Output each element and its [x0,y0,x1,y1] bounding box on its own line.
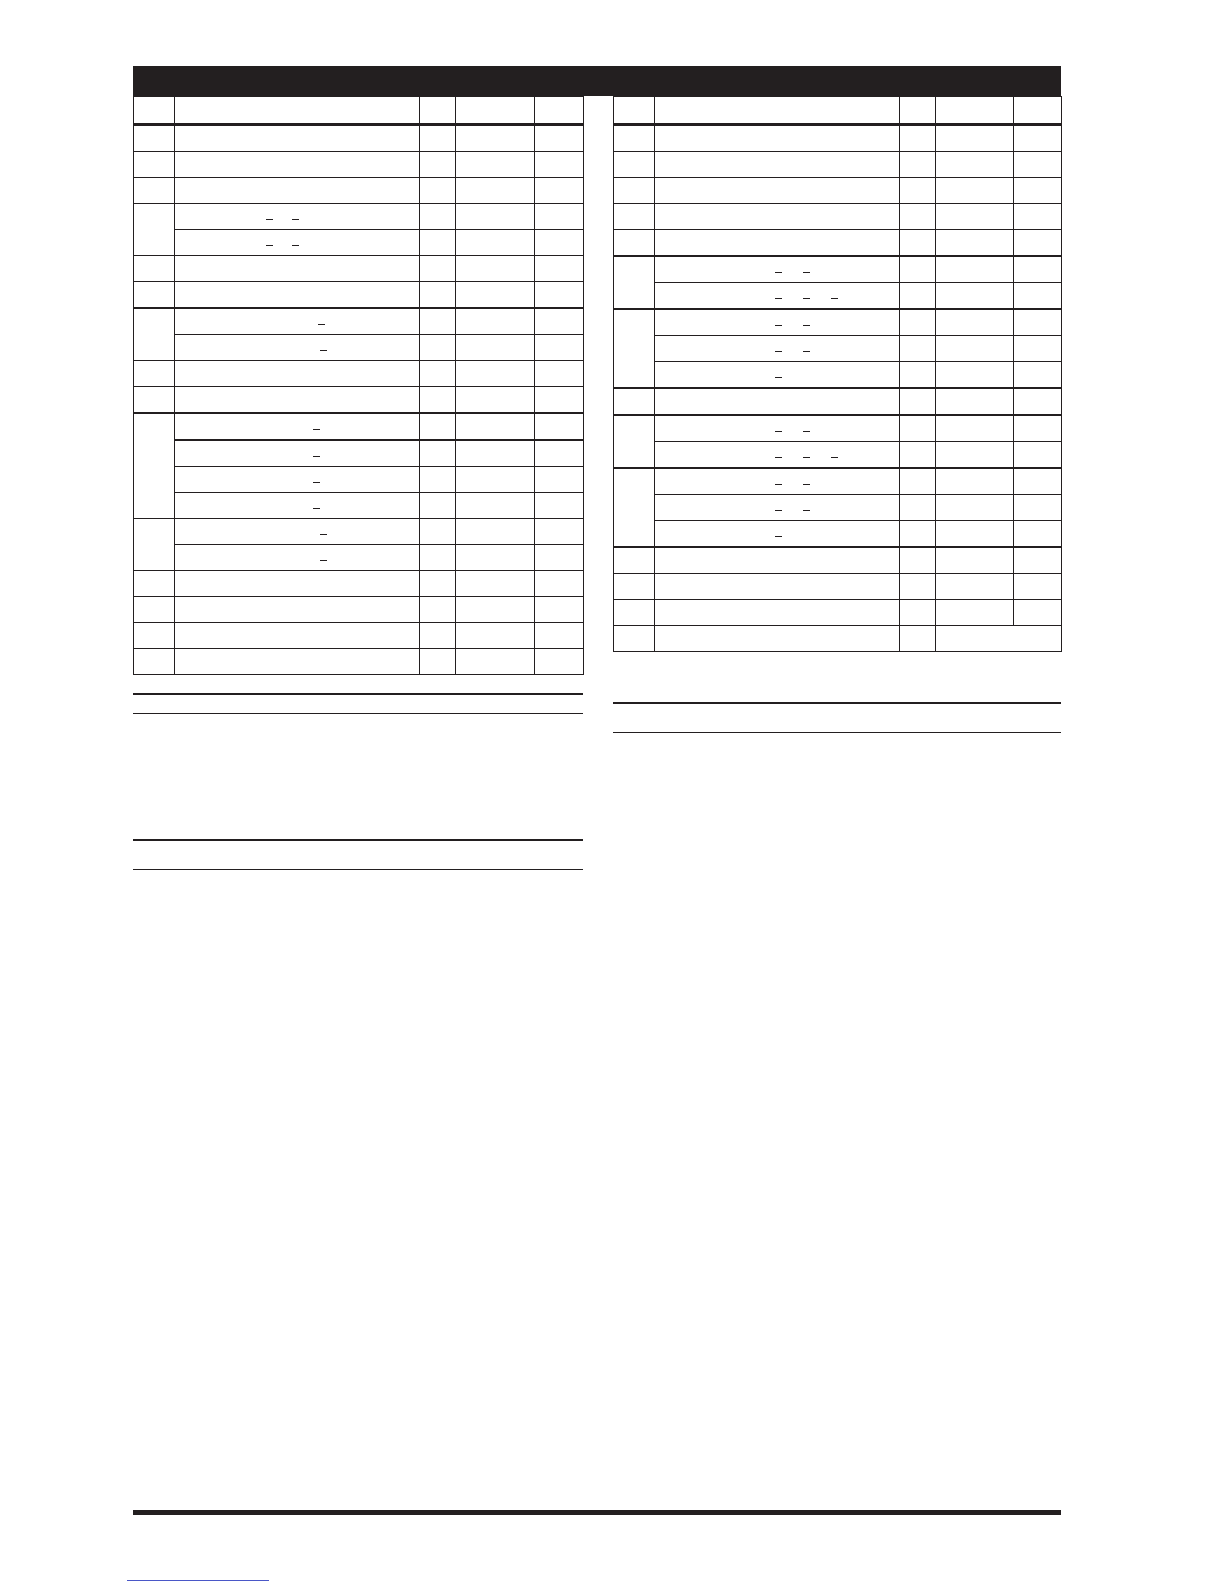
table-row [614,230,1062,257]
section-rule [613,732,1061,733]
header-cell [936,97,1014,125]
table-row [614,152,1062,178]
section-title-bar [133,66,1061,96]
table-row [614,362,1062,389]
table-row [614,204,1062,230]
table-row [134,361,584,387]
table-row [614,388,1062,415]
table-row [134,597,584,623]
header-cell [420,97,456,125]
table-row [134,623,584,649]
table-row [134,413,584,440]
table-row [614,125,1062,152]
table-row [614,442,1062,469]
table-row [614,521,1062,548]
table-row [134,204,584,230]
table-row [134,493,584,519]
table-row [134,282,584,309]
section-rule [133,869,583,870]
header-cell [1014,97,1062,125]
left-table [133,96,584,675]
table-row [614,336,1062,362]
section-rule [133,693,583,695]
table-row [134,571,584,597]
table-row [614,626,1062,652]
header-cell [456,97,535,125]
table-row [614,574,1062,600]
table-row [614,600,1062,626]
table-row [614,256,1062,283]
table-row [134,230,584,256]
section-rule [613,702,1061,704]
table-row [134,178,584,204]
table-row [614,495,1062,521]
right-table [613,96,1062,652]
table-row [134,152,584,178]
section-rule [133,839,583,841]
table-row [134,467,584,493]
table-row [614,415,1062,442]
section-rule [133,713,583,714]
table-header-row [614,97,1062,125]
table-row [134,649,584,675]
table-row [614,547,1062,574]
table-row [614,178,1062,204]
page-link-underline[interactable] [127,1580,269,1581]
table-row [134,335,584,361]
header-cell [614,97,655,125]
header-cell [655,97,900,125]
table-row [134,440,584,467]
table-row [134,125,584,152]
table-row [134,308,584,335]
table-row [614,468,1062,495]
header-cell [535,97,584,125]
header-cell [900,97,936,125]
table-row [614,283,1062,310]
table-row [134,256,584,282]
table-row [134,545,584,571]
table-header-row [134,97,584,125]
table-row [614,309,1062,336]
header-cell [175,97,420,125]
table-row [134,519,584,545]
table-row [134,387,584,414]
header-cell [134,97,175,125]
footer-rule [133,1510,1061,1515]
